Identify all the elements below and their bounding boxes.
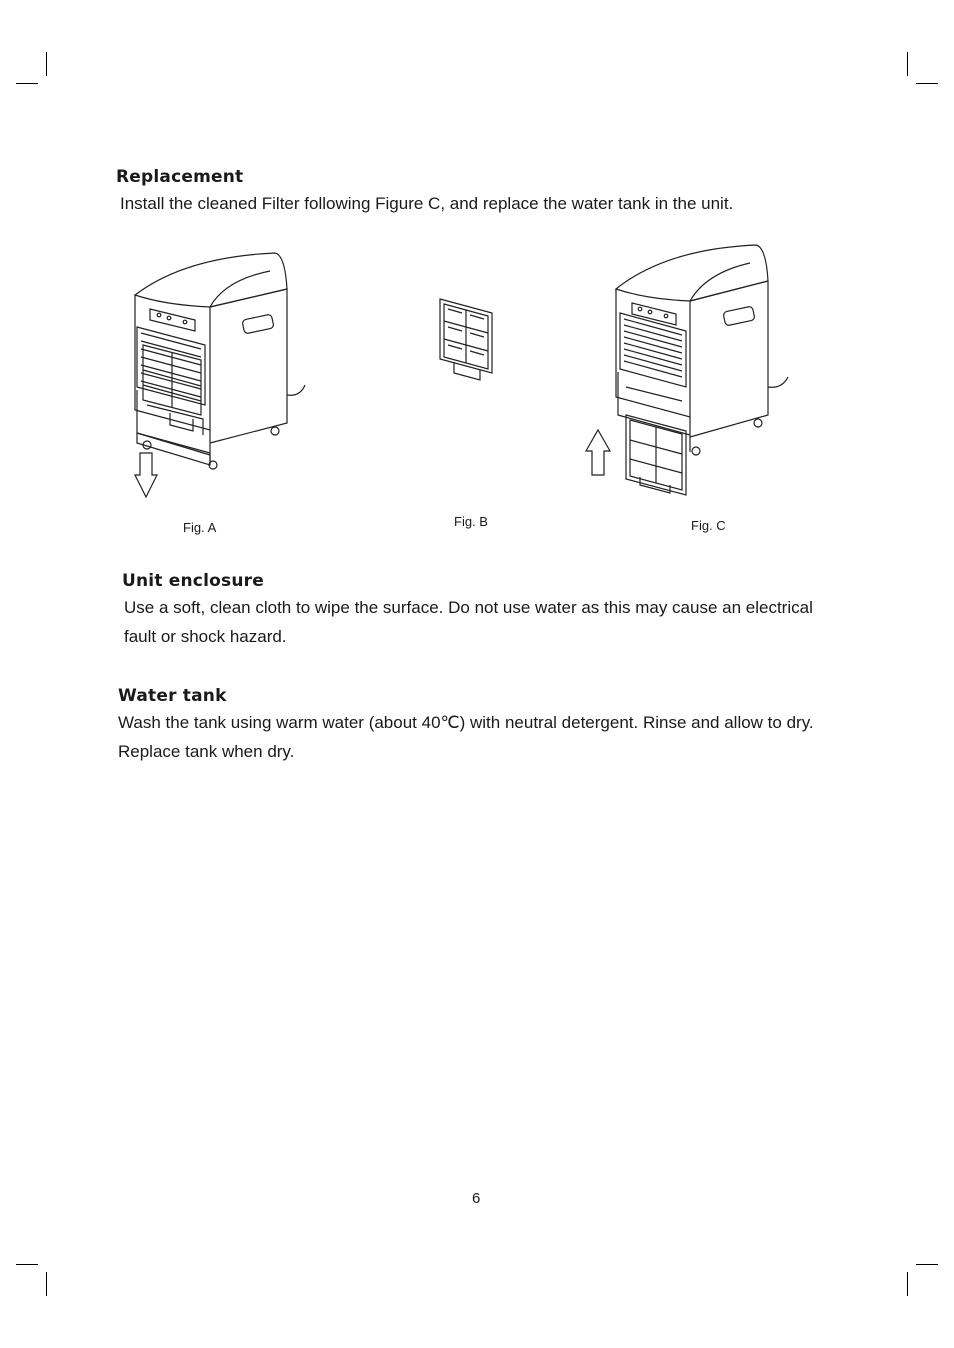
water-tank-text: Wash the tank using warm water (about 40℃) with neutral detergent. Rinse and allow to dry. Replace tank when dry. xyxy=(118,713,814,761)
figure-a-dehumidifier-tank-removed xyxy=(125,245,315,500)
crop-mark xyxy=(46,1272,47,1296)
crop-mark xyxy=(907,1272,908,1296)
figure-a-label: Fig. A xyxy=(183,520,217,535)
figure-c-filter-reinstall xyxy=(580,237,800,497)
figure-b-label: Fig. B xyxy=(454,514,488,529)
crop-mark xyxy=(16,1264,38,1265)
crop-mark xyxy=(16,83,38,84)
crop-mark xyxy=(916,1264,938,1265)
water-tank-heading: Water tank xyxy=(118,686,227,706)
crop-mark xyxy=(907,52,908,76)
unit-enclosure-text: Use a soft, clean cloth to wipe the surface. Do not use water as this may cause an electrical fault or shock hazard. xyxy=(124,598,813,646)
crop-mark xyxy=(916,83,938,84)
replacement-text: Install the cleaned Filter following Figure C, and replace the water tank in the unit. xyxy=(120,194,734,213)
figure-c-label: Fig. C xyxy=(691,518,726,533)
unit-enclosure-heading: Unit enclosure xyxy=(122,571,264,591)
figure-b-filter xyxy=(436,295,508,385)
crop-mark xyxy=(46,52,47,76)
replacement-heading: Replacement xyxy=(116,167,244,187)
page-number: 6 xyxy=(472,1190,481,1207)
